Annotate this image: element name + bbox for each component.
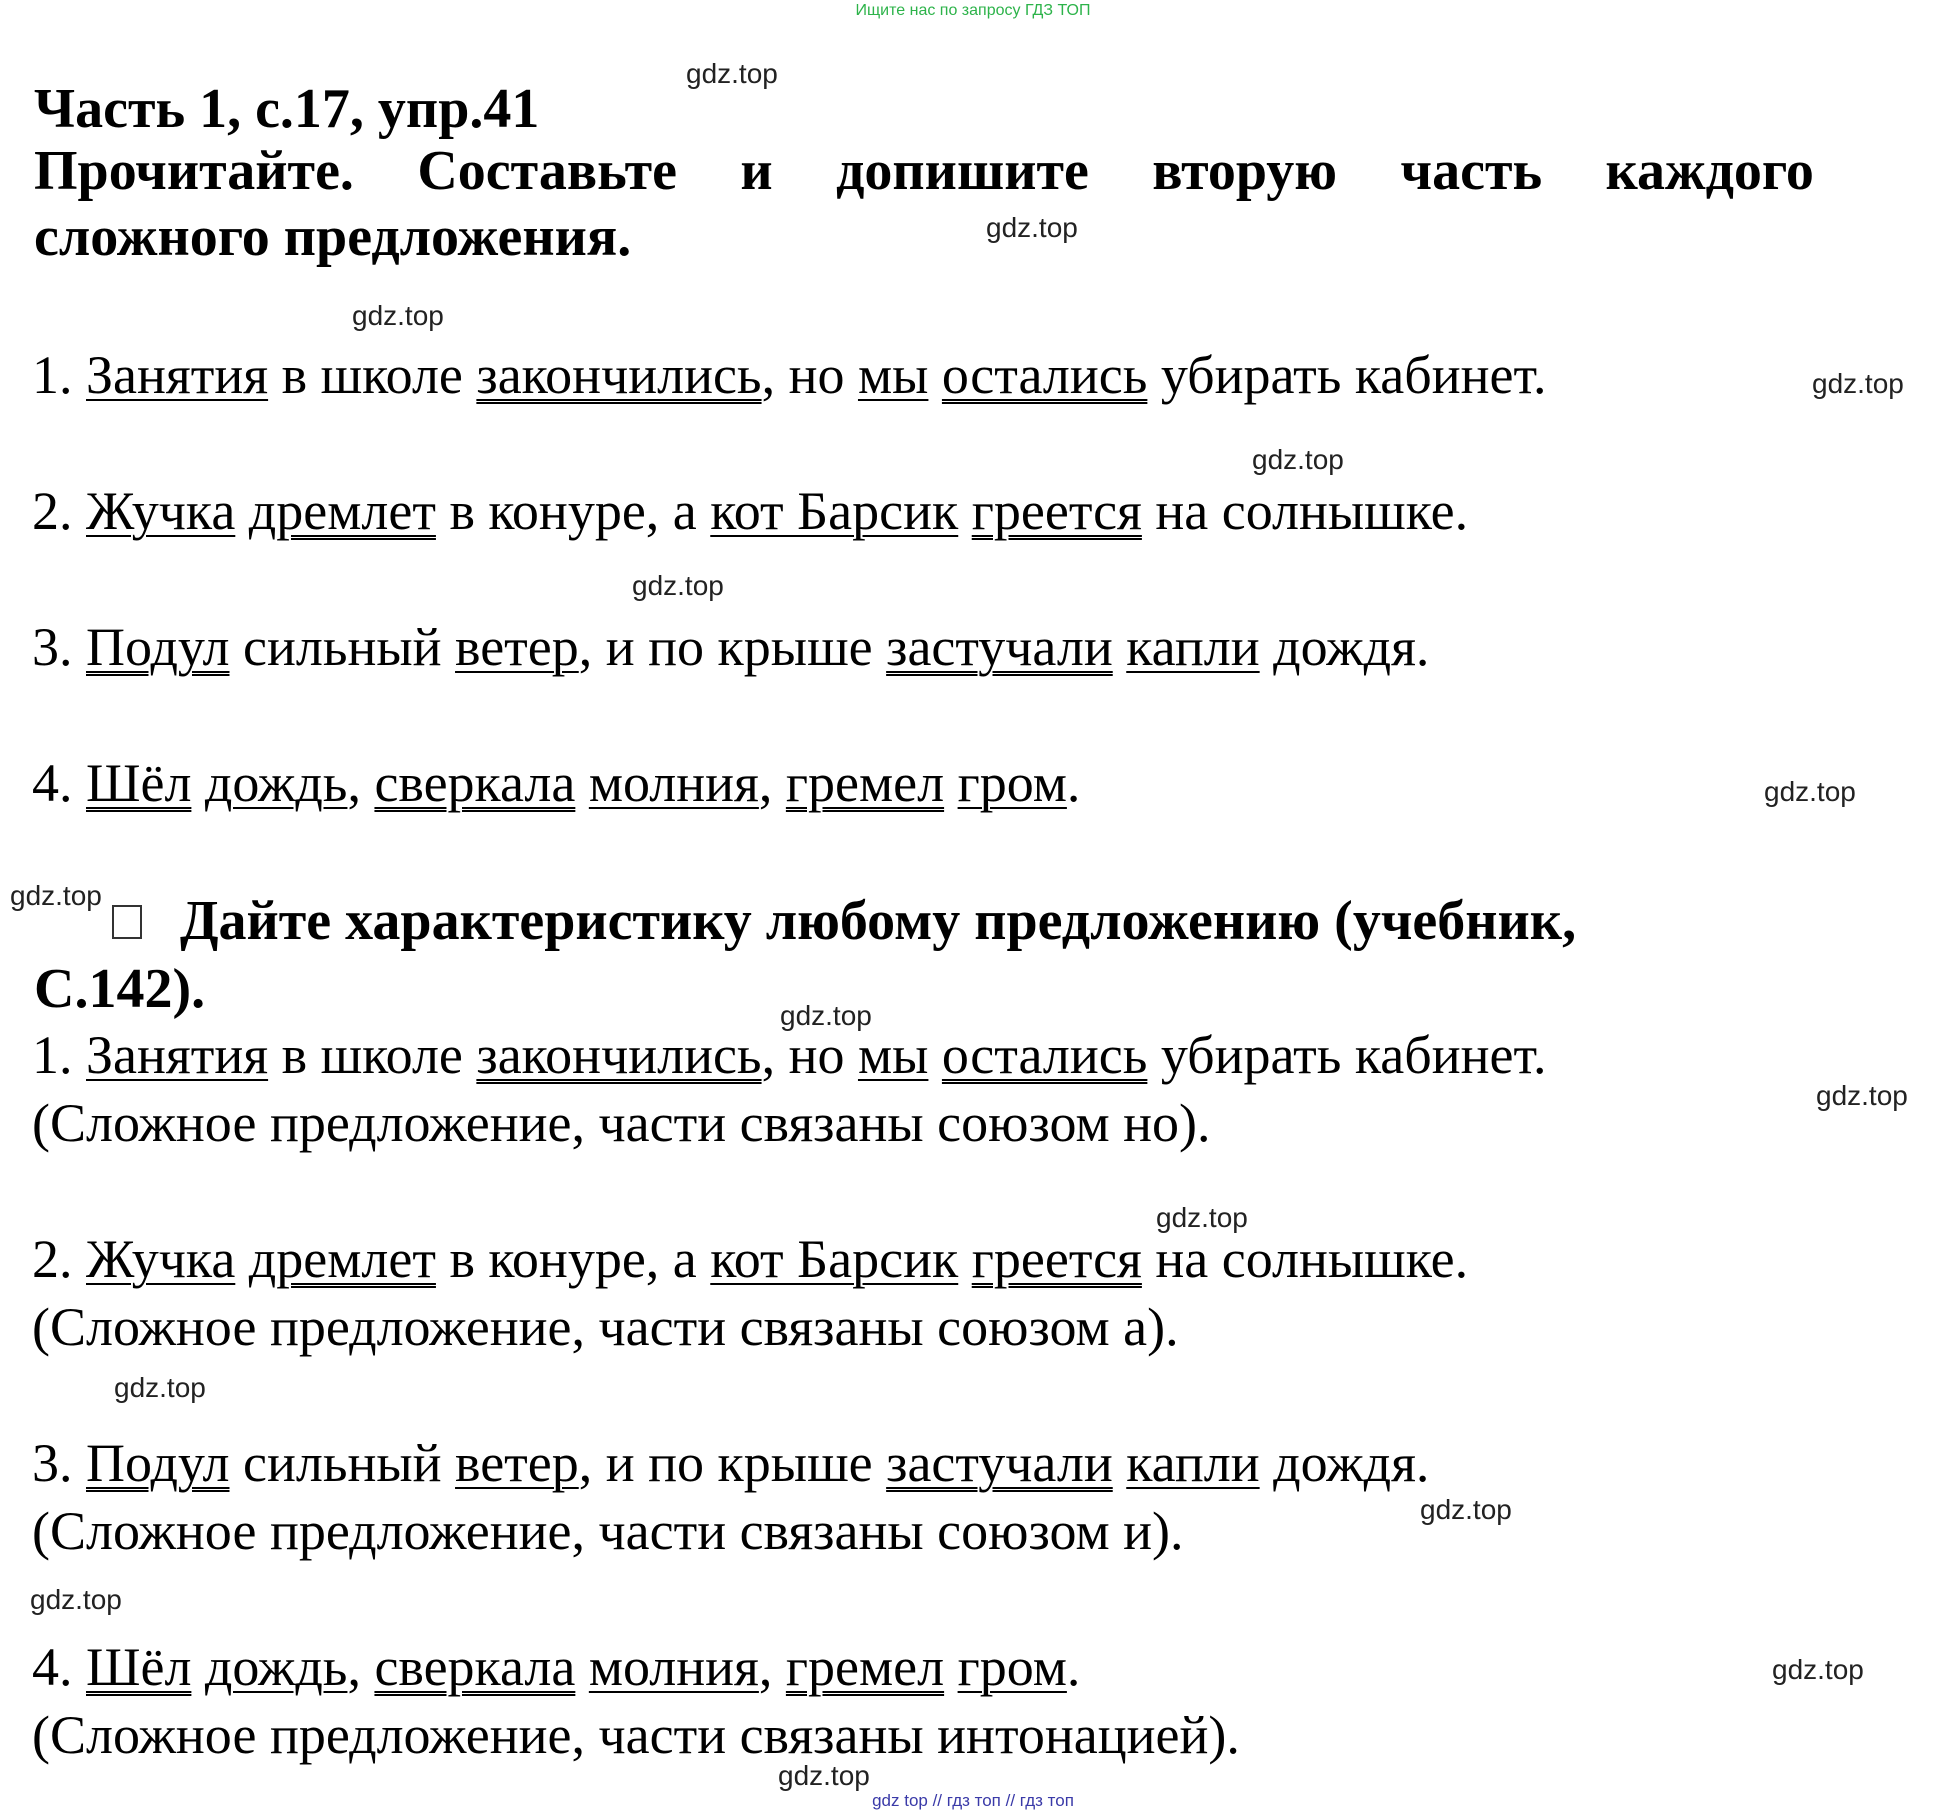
subject-word: мы: [857, 345, 929, 405]
sentence-text: [191, 753, 205, 813]
sentence-text: [944, 1637, 958, 1697]
predicate-word: греется: [971, 1229, 1142, 1289]
sentence-text: ,: [347, 753, 375, 813]
sentence-text: в школе: [268, 1025, 477, 1085]
predicate-word: сверкала: [374, 1637, 576, 1697]
subject-word: дождь: [204, 1637, 348, 1697]
sentence-text: сильный: [229, 1433, 456, 1493]
subject-word: Жучка: [86, 1229, 236, 1289]
subject-word: Занятия: [86, 1025, 269, 1085]
sentence-text: [575, 1637, 589, 1697]
answer-comment-3: (Сложное предложение, части связаны союзом и).: [32, 1501, 1184, 1561]
exercise-heading: Часть 1, с.17, упр.41: [34, 78, 540, 140]
task-1-line-2: сложного предложения.: [34, 206, 632, 268]
predicate-word: закончились: [476, 345, 762, 405]
sentence-number: 3.: [32, 1433, 86, 1493]
predicate-word: Шёл: [86, 1637, 192, 1697]
predicate-word: остались: [941, 345, 1148, 405]
answer-comment-1: (Сложное предложение, части связаны союзом но).: [32, 1093, 1211, 1153]
watermark: gdz.top: [780, 1000, 872, 1031]
task-1-instruction: [34, 138, 1814, 270]
subject-word: Занятия: [86, 345, 269, 405]
subject-word: капли: [1126, 1433, 1260, 1493]
predicate-word: греется: [971, 481, 1142, 541]
watermark: gdz.top: [10, 880, 102, 911]
sentence-text: убирать кабинет.: [1147, 345, 1547, 405]
sentence-text: дождя.: [1259, 617, 1430, 677]
sentence-text: , но: [761, 1025, 858, 1085]
answer-sentence-4: [32, 1636, 1080, 1698]
sentence-number: 2.: [32, 1229, 86, 1289]
sentence-text: в конуре, а: [435, 481, 711, 541]
task-1-line-1: [34, 138, 1814, 204]
subject-word: мы: [857, 1025, 929, 1085]
predicate-word: дремлет: [248, 1229, 436, 1289]
subject-word: кот Барсик: [710, 481, 959, 541]
subject-word: ветер: [455, 617, 579, 677]
sentence-text: [191, 1637, 205, 1697]
subject-word: молния: [588, 753, 759, 813]
predicate-word: застучали: [886, 617, 1113, 677]
subject-word: гром: [957, 1637, 1067, 1697]
answer-comment-4: (Сложное предложение, части связаны интонацией).: [32, 1705, 1240, 1765]
sentence-text: дождя.: [1259, 1433, 1430, 1493]
predicate-word: Подул: [86, 617, 230, 677]
subject-word: ветер: [455, 1433, 579, 1493]
sentence-number: 2.: [32, 481, 86, 541]
watermark: gdz.top: [1252, 444, 1344, 475]
predicate-word: Подул: [86, 1433, 230, 1493]
sentence-text: [575, 753, 589, 813]
watermark: gdz.top: [632, 570, 724, 601]
subject-word: кот Барсик: [710, 1229, 959, 1289]
watermark: gdz.top: [1156, 1202, 1248, 1233]
sentence-number: 3.: [32, 617, 86, 677]
sentence-text: .: [1066, 1637, 1081, 1697]
answer-sentence-2: [32, 1228, 1468, 1290]
watermark: gdz.top: [1764, 776, 1856, 807]
task-2-text: Дайте характеристику любому предложению (учебник,: [180, 890, 1577, 952]
task-1-word: допишите: [836, 140, 1089, 202]
watermark: gdz.top: [30, 1584, 122, 1615]
sentence-text: [1113, 617, 1127, 677]
predicate-word: гремел: [785, 753, 945, 813]
sentence-1: [32, 344, 1547, 406]
sentence-text: [958, 481, 972, 541]
watermark: gdz.top: [1772, 1654, 1864, 1685]
subject-word: молния: [588, 1637, 759, 1697]
task-1-word: Составьте: [417, 140, 677, 202]
watermark: gdz.top: [352, 300, 444, 331]
predicate-word: остались: [941, 1025, 1148, 1085]
sentence-text: [235, 1229, 249, 1289]
sentence-text: , но: [761, 345, 858, 405]
sentence-number: 1.: [32, 1025, 86, 1085]
task-1-word: каждого: [1605, 140, 1814, 202]
answer-sentence-3: [32, 1432, 1429, 1494]
sentence-text: ,: [758, 753, 786, 813]
predicate-word: дремлет: [248, 481, 436, 541]
sentence-4: [32, 752, 1080, 814]
sentence-text: .: [1066, 753, 1081, 813]
predicate-word: сверкала: [374, 753, 576, 813]
predicate-word: застучали: [886, 1433, 1113, 1493]
sentence-text: [1113, 1433, 1127, 1493]
watermark: gdz.top: [986, 212, 1078, 243]
sentence-text: сильный: [229, 617, 456, 677]
sentence-text: , и по крыше: [578, 1433, 887, 1493]
task-2-line-2: С.142).: [34, 958, 206, 1020]
subject-word: дождь: [204, 753, 348, 813]
sentence-text: , и по крыше: [578, 617, 887, 677]
sentence-text: [928, 1025, 942, 1085]
sentence-text: [944, 753, 958, 813]
answer-sentence-1: [32, 1024, 1547, 1086]
watermark: gdz.top: [1420, 1494, 1512, 1525]
predicate-word: гремел: [785, 1637, 945, 1697]
watermark: gdz.top: [686, 58, 778, 89]
sentence-3: [32, 616, 1429, 678]
sentence-text: на солнышке.: [1141, 481, 1469, 541]
top-banner[interactable]: Ищите нас по запросу ГДЗ ТОП: [855, 2, 1091, 19]
sentence-2: [32, 480, 1468, 542]
task-1-word: часть: [1400, 140, 1543, 202]
watermark: gdz.top: [114, 1372, 206, 1403]
task-1-word: Прочитайте.: [34, 140, 354, 202]
watermark: gdz.top: [1816, 1080, 1908, 1111]
subject-word: капли: [1126, 617, 1260, 677]
sentence-text: ,: [347, 1637, 375, 1697]
watermark: gdz.top: [1812, 368, 1904, 399]
answer-comment-2: (Сложное предложение, части связаны союзом а).: [32, 1297, 1179, 1357]
predicate-word: Шёл: [86, 753, 192, 813]
sentence-text: в конуре, а: [435, 1229, 711, 1289]
sentence-number: 4.: [32, 1637, 86, 1697]
subject-word: гром: [957, 753, 1067, 813]
sentence-text: [958, 1229, 972, 1289]
sentence-text: [235, 481, 249, 541]
sentence-text: на солнышке.: [1141, 1229, 1469, 1289]
sentence-number: 1.: [32, 345, 86, 405]
task-1-word: и: [740, 140, 773, 202]
sentence-text: в школе: [268, 345, 477, 405]
sentence-text: ,: [758, 1637, 786, 1697]
subject-word: Жучка: [86, 481, 236, 541]
sentence-number: 4.: [32, 753, 86, 813]
task-1-word: вторую: [1152, 140, 1338, 202]
predicate-word: закончились: [476, 1025, 762, 1085]
sentence-text: [928, 345, 942, 405]
task-2-line-1: [112, 888, 1576, 954]
checkbox-icon: [112, 905, 142, 939]
watermark: gdz.top: [778, 1760, 870, 1791]
sentence-text: убирать кабинет.: [1147, 1025, 1547, 1085]
bottom-banner[interactable]: gdz top // гдз топ // гдз топ: [872, 1791, 1074, 1810]
